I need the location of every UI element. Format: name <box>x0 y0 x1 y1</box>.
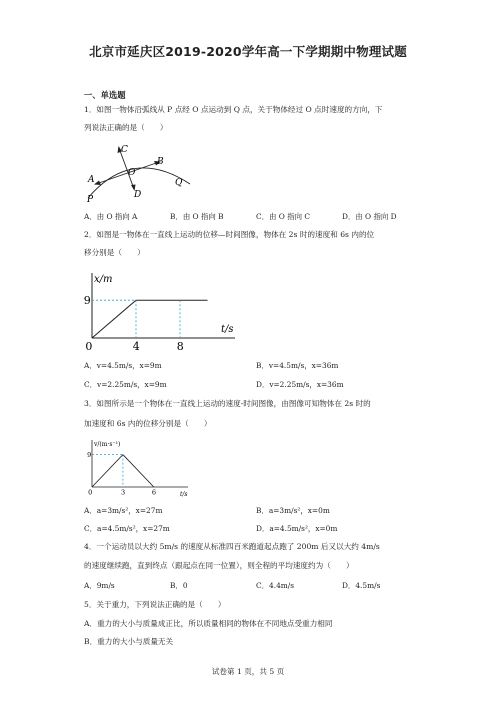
q3-option-c: C．a=4.5m/s²，x=27m <box>84 524 170 533</box>
y-tick-label: 9 <box>84 294 91 308</box>
label-d: D <box>134 190 142 200</box>
y-axis-label: v/(m·s⁻¹) <box>94 441 121 448</box>
page-title: 北京市延庆区2019-2020学年高一下学期期中物理试题 <box>89 44 407 59</box>
y-axis-label: x/m <box>94 274 113 285</box>
y-tick-label: 9 <box>87 450 92 459</box>
q3-stem-line1: 3．如图所示是一个物体在一直线上运动的速度-时间图像，由图像可知物体在 2s 时的 <box>84 399 371 408</box>
x-axis-label: t/s <box>221 324 234 335</box>
q2-option-d: D．v=2.25m/s，x=36m <box>256 380 344 389</box>
q1-trajectory-figure <box>84 140 196 206</box>
x-tick-label: 8 <box>176 340 184 353</box>
x-axis-label: t/s <box>180 491 188 498</box>
x-tick-label: 0 <box>88 488 93 497</box>
q2-stem-line2: 移分别是（ ） <box>84 248 145 257</box>
q5-option-a: A．重力的大小与质量成正比，所以质量相同的物体在不同地点受重力相同 <box>84 619 333 628</box>
q3-stem-line2: 加速度和 6s 内的位移分别是（ ） <box>84 419 212 428</box>
q4-stem-line1: 4．一个运动员以大约 5m/s 的速度从标准四百米跑道起点跑了 200m 后又以大约 4m/s <box>84 542 380 551</box>
q1-stem-line1: 1．如图一物体沿弧线从 P 点经 O 点运动到 Q 点，关于物体经过 O 点时速度的方向，下 <box>84 105 383 114</box>
q1-option-c: C．由 O 指向 C <box>256 212 310 221</box>
q4-stem-line2: 的速度继续跑，直到终点（跟起点在同一位置），则全程的平均速度约为（ ） <box>84 561 354 570</box>
x-tick-label: 0 <box>85 340 93 353</box>
q2-stem-line1: 2．如图是一物体在一直线上运动的位移—时间图像，物体在 2s 时的速度和 6s 内的位 <box>84 230 375 239</box>
q2-option-b: B．v=4.5m/s，x=36m <box>256 361 339 370</box>
x-tick-label: 6 <box>151 488 156 497</box>
q4-option-a: A．9m/s <box>84 581 115 590</box>
label-p: P <box>87 195 94 205</box>
section-heading: 一、单选题 <box>84 90 126 100</box>
q4-option-b: B．0 <box>170 581 188 590</box>
x-tick-label: 4 <box>132 340 140 353</box>
label-a: A <box>88 175 95 185</box>
q1-option-a: A．由 O 指向 A <box>84 212 138 221</box>
arrow-a <box>94 181 101 186</box>
series-line <box>92 300 208 338</box>
label-q: Q <box>175 178 183 188</box>
q3-option-a: A．a=3m/s²，x=27m <box>84 506 163 515</box>
q3-option-b: B．a=3m/s²，x=0m <box>256 506 330 515</box>
q2-option-a: A．v=4.5m/s，x=9m <box>84 361 162 370</box>
label-c: C <box>121 145 128 155</box>
q4-option-d: D．4.5m/s <box>342 581 381 590</box>
q5-stem: 5．关于重力，下列说法正确的是（ ） <box>84 600 226 609</box>
page-footer: 试卷第 1 页，共 5 页 <box>211 667 285 676</box>
q1-option-d: D．由 O 指向 D <box>342 212 397 221</box>
label-b: B <box>157 157 164 167</box>
q2-option-c: C．v=2.25m/s，x=9m <box>84 380 167 389</box>
q2-xt-graph <box>84 266 244 356</box>
x-tick-label: 3 <box>120 488 126 497</box>
q3-option-d: D．a=4.5m/s²，x=0m <box>256 524 338 533</box>
q3-vt-graph <box>84 436 196 500</box>
label-o: O <box>128 168 136 178</box>
q5-option-b: B．重力的大小与质量无关 <box>84 637 174 646</box>
q1-option-b: B．由 O 指向 B <box>170 212 224 221</box>
q1-stem-line2: 列说法正确的是（ ） <box>84 123 168 132</box>
q4-option-c: C．4.4m/s <box>256 581 295 590</box>
